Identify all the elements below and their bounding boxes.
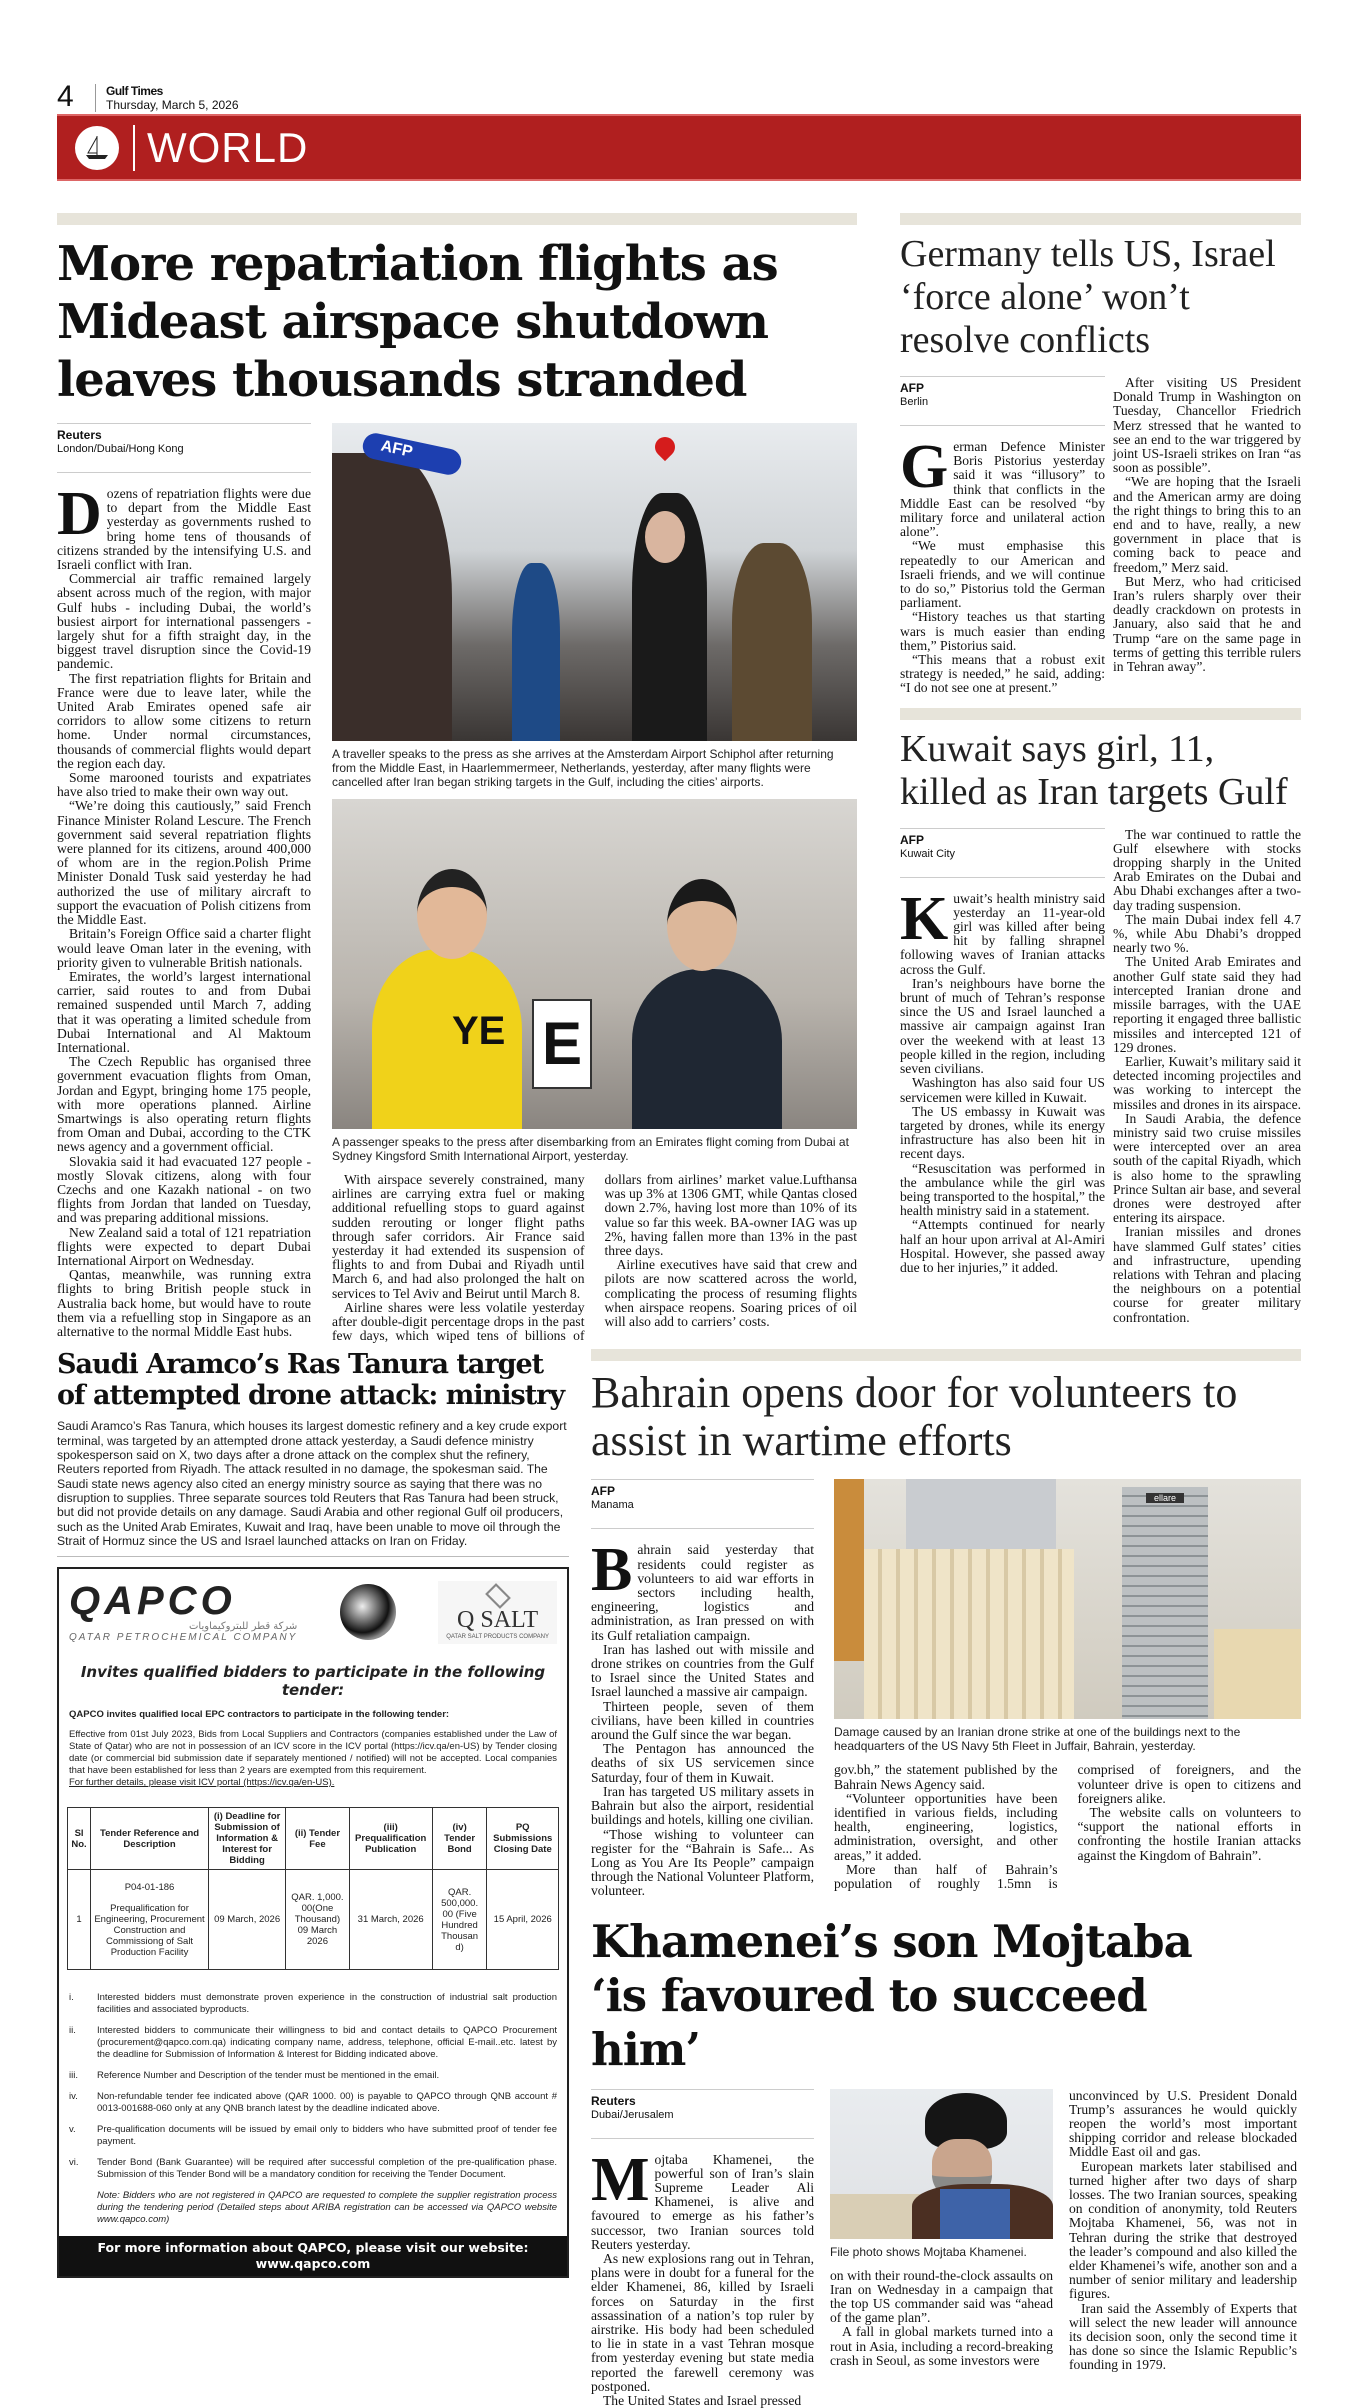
col-header: PQ Submissions Closing Date [487,1808,559,1870]
paragraph: Bahrain said yesterday that residents could register as volunteers to aid war efforts in sectors including health, engineering, logistics and administration, as Iran pressed on with its Gulf retaliation campaign. [591,1536,814,1643]
cell-deadline: 09 March, 2026 [208,1870,285,1970]
paragraph: “History teaches us that starting wars is much easier than ending them,” Pistorius said. [900,609,1105,653]
condition-item [69,2070,557,2082]
agency: AFP [591,1484,615,1499]
paragraph: “Attempts continued for nearly half an hour upon arrival at Al-Amiri Hospital. However, she passed away due to her injuries,” it added. [900,1217,1105,1275]
paragraph: Washington has also said four US servicemen were killed in Kuwait. [900,1075,1105,1105]
paragraph: The war continued to rattle the Gulf elsewhere with stocks dropping sharply in the United Arab Emirates on the Dubai and Abu Dhabi exchanges after a two-day trading suspension. [1113,826,1301,913]
qsalt-mark-icon [485,1583,511,1609]
qsalt-logo-text: Q SALT [457,1606,539,1633]
col-header: Sl No. [68,1808,91,1870]
table-header-row [68,1808,559,1870]
paragraph: Dozens of repatriation flights were due to depart from the Middle East yesterday as governments rushed to bring home tens of thousands of citizens stranded by the intensifying U.S. and Israeli conflict with Iran. [57,480,311,573]
col-header: (i) Deadline for Submission of Information & Interest for Bidding [208,1808,285,1870]
paragraph: Earlier, Kuwait’s military said it detected incoming projectiles and was working to intercept the missiles and drones in its airspace. [1113,1053,1302,1112]
condition-item [69,1992,557,2016]
paragraph: A fall in global markets turned into a rout in Asia, including a record-breaking crash in Seoul, as some investors were [830,2324,1053,2368]
paragraph: “We’re doing this cautiously,” said French Finance Minister Roland Lescure. The French government said several repatriation flights were planned for its citizens, around 400,000 of whom are in the region.Polish Prime Minister Donald Tusk said yesterday he had authorized the use of military aircraft to support the evacuation of Polish citizens from the Middle East. [57,798,311,928]
article-body [591,1536,814,1899]
paragraph: Iran’s neighbours have borne the brunt of much of Tehran’s response since the US and Israel launched a massive air campaign against Iran over the weekend with at least 13 people killed in the region, including seven civilians. [900,975,1105,1077]
qapco-logo-text: QAPCO [69,1579,236,1624]
paragraph: As new explosions rang out in Tehran, plans were in doubt for a funeral for the elder Khamenei, 86, killed by Israeli forces on Saturday in the first assassination of a nation’s top ruler by airstrike. His body had been scheduled to lie in state in a vast Tehran mosque from yesterday evening but state media reported the farewell ceremony was postponed. [591,2250,814,2394]
afp-microphone: AFP [360,431,463,477]
dateline: Kuwait City [900,847,956,860]
paragraph: The United States and Israel pressed [603,2392,802,2408]
byline [57,423,311,473]
headline-kuwait: Kuwait says girl, 11, killed as Iran targets Gulf [900,727,1288,813]
paragraph: The main Dubai index fell 4.7 %, while Abu Dhabi’s dropped nearly two %. [1113,911,1301,956]
qapco-logo [69,1581,297,1643]
item-text: Non-refundable tender fee indicated above (QAR 1000. 00) is payable to QAPCO through QNB account # 0013-001688-060 only at any QNB branch latest by the deadline indicated above. [97,2091,557,2115]
col-header: (ii) Tender Fee [286,1808,349,1870]
dateline: London/Dubai/Hong Kong [57,443,184,455]
brief-body: Saudi Aramco’s Ras Tanura, which houses its largest domestic refinery and a key crude export terminal, was targeted by an attempted drone attack yesterday, a Saudi defence ministry spokesperson said on X, two days after a drone attack on the complex shut the refinery, Reuters reported from Riyadh. The attack resulted in no damage, the spokesman said. The Saudi state news agency also cited an energy ministry source as saying that there was no disruption to supplies. Three separate sources told Reuters that Ras Tanura had been struck, but did not provide details on any damage. Saudi Arabia and other regional Gulf oil producers, such as the United Arab Emirates, Kuwait and Iraq, have been unable to move oil through the Strait of Hormuz since the US and Israel launched attacks on Iran on Friday. [57,1419,567,1548]
photo-sign: ellare [1146,1493,1184,1503]
item-number: vi. [69,2157,79,2169]
photo-tower [906,1479,1056,1559]
divider [591,1349,1301,1361]
headline-repatriation: More repatriation flights as Mideast airspace shutdown leaves thousands stranded [57,236,778,408]
col-header: (iv) Tender Bond [432,1808,487,1870]
paragraph: Thirteen people, seven of them civilians, have been killed in countries around the Gulf since the war began. [591,1698,814,1743]
paragraph: Airline executives have said that crew and pilots are now scattered across the world, complicating the process of resuming flights when airspace reopens. Soaring prices of oil will also add to carriers’ costs. [604,1257,857,1330]
paragraph: Commercial air traffic remained largely absent across much of the region, with major Gulf hubs - including Dubai, the world’s busiest airport for international passengers - largely shut for a fifth straight day, in the biggest travel disruption since the Covid-19 pandemic. [57,571,311,672]
dateline: Dubai/Jerusalem [591,2108,674,2121]
photo-face [645,511,685,563]
paragraph: “Those wishing to volunteer can register for the “Bahrain is Safe... As Long as You Are Its People” campaign through the National Volunteer Platform, volunteer. [591,1826,814,1899]
cell-sl: 1 [68,1870,91,1970]
right-column-bottom [591,1349,1301,2408]
headline-khamenei: Khamenei’s son Mojtaba ‘is favoured to succeed him’ [591,1914,1192,2076]
photo-mojtaba-khamenei [830,2089,1053,2239]
dateline: Manama [591,1499,634,1512]
cell-publication: 31 March, 2026 [349,1870,432,1970]
headline-saudi-aramco: Saudi Aramco’s Ras Tanura target of attempted drone attack: ministry [57,1349,565,1412]
paragraph: The US embassy in Kuwait was targeted by drones, while its energy infrastructure has also been hit in recent days. [900,1103,1105,1162]
condition-item [69,2124,557,2148]
paragraph: The website calls on volunteers to “support the national efforts in confronting the hostile Iranian attacks against the Kingdom of Bahrain”. [1077,1805,1301,1863]
paragraph: But Merz, who had criticised Iran’s rulers sharply over their deadly crackdown on protests in January, also said that he and Trump “are on the same page in terms of getting this terrible rulers in Tehran away”. [1113,573,1301,675]
paragraph: gov.bh,” the statement published by the Bahrain News Agency said. [834,1762,1058,1792]
paragraph: Qantas, meanwhile, was running extra flights to bring British people stuck in Australia back home, but would have to route them via a refuelling stop in Singapore as an alternative to the normal Middle East hubs. [57,1267,311,1339]
paragraph: With airspace severely constrained, many airlines are carrying extra fuel or making additional refuelling stops to guard against sudden rerouting or longer flight paths through safer corridors. Air France said yesterday it had extended its suspension of flights to and from Dubai and Riyadh until March 6, and had also prolonged the halt on services to Tel Aviv and Beirut until March 8. [332,1172,585,1301]
paragraph: Iran said the Assembly of Experts that will select the new leader will announce its decision soon, only the second time it has done so since the Islamic Republic’s founding in 1979. [1069,2300,1297,2373]
dateline: Berlin [900,396,929,408]
col-header: Tender Reference and Description [91,1808,209,1870]
headline-germany: Germany tells US, Israel ‘force alone’ won’t resolve conflicts [900,233,1276,361]
paragraph: Airline shares were less volatile yesterday after double-digit percentage drops in the past few days, which wiped tens of billions of dollars from airlines’ market value.Lufthansa was up 3% at 1306 GMT, while Qantas closed down 2.7%, having lost more than 10% of its value so far this week. BA-owner IAG was up 2%, having fallen more than 13% in the past three days. [332,1172,857,1344]
photo-sydney [332,799,857,1129]
paragraph: The Pentagon has announced the deaths of six US servicemen since Saturday, four of them in Kuwait. [591,1741,814,1785]
photo-bahrain-damage [834,1479,1301,1719]
byline [591,2089,814,2139]
paper-name: Gulf Times [106,84,163,98]
photo-face [417,869,487,959]
item-text: Interested bidders to communicate their willingness to bid and contact details to QAPCO Procurement (procurement@qapco.com.qa) indicating company name, address, telephone, official E-mail..etc. latest by the deadline for Submission of Information & Interest for Bidding indicated above. [97,2025,557,2061]
col-header: (iii) Prequalification Publication [349,1808,432,1870]
condition-item [69,2157,557,2181]
ad-note: Note: Bidders who are not registered in QAPCO are requested to complete the supplier registration process during the tendering period (Detailed steps about ARIBA registration can be accessed via QAPCO website www.qapco.com) [97,2190,557,2226]
issue-date: Thursday, March 5, 2026 [106,98,239,112]
item-text: Interested bidders must demonstrate proven experience in the construction of industrial salt production facilities and associated byproducts. [97,1992,557,2016]
tender-ref: P04-01-186 [124,1881,175,1893]
paragraph: “Resuscitation was performed in the ambulance while the girl was being transported to the hospital,” the health ministry said in a statement. [900,1160,1105,1219]
photo-caption: Damage caused by an Iranian drone strike at one of the buildings next to the headquarters of the US Navy 5th Fleet in Juffair, Bahrain, yesterday. [834,1725,1241,1754]
heart-balloon [651,433,679,461]
qsalt-logo [438,1581,557,1644]
agency: Reuters [591,2093,636,2108]
condition-item [69,2025,557,2061]
agency: AFP [900,832,924,847]
photo-building [864,1549,1074,1719]
paragraph: Iranian missiles and drones have slammed Gulf states’ cities and infrastructure, upending relations with Tehran and placing the neighbours on a potential course for greater military confrontation. [1113,1224,1301,1325]
article-body-continued [1069,2089,1297,2373]
item-number: iv. [69,2091,78,2103]
qapco-logo-sub: QATAR PETROCHEMICAL COMPANY [69,1632,298,1644]
photo-schiphol [332,423,857,741]
headline-bahrain: Bahrain opens door for volunteers to assist in wartime efforts [591,1368,1238,1466]
paragraph: Kuwait’s health ministry said yesterday an 11-year-old girl was killed after being hit by falling shrapnel following waves of Iranian attacks across the Gulf. [900,884,1105,977]
paragraph: “We are hoping that the Israeli and the American army are doing the right things to bring this to an end and to have, really, a new government in place that is coming back to peace and freedom,” Merz said. [1113,474,1301,575]
paragraph: The Czech Republic has organised three government evacuation flights from Oman, Jordan and Egypt, bringing home 175 people, with more operations planned. Airline Smartwings is also operating return flights from Oman and Dubai, according to the CTK news agency and a government official. [57,1054,311,1155]
paragraph: New Zealand said a total of 121 repatriation flights were expected to depart Dubai International Airport on Wednesday. [57,1224,311,1268]
agency: AFP [900,381,924,395]
article-body [57,480,311,1339]
qapco-sphere-icon [340,1584,396,1640]
divider [900,708,1301,720]
item-number: i. [69,1992,74,2004]
paragraph: Some marooned tourists and expatriates have also tried to make their own way out. [57,770,311,800]
article-body-continued [830,2269,1053,2368]
paragraph: Iran has lashed out with missile and drone strikes on countries from the Gulf to Israel since the United States and Israel launched a massive air campaign. [591,1641,814,1700]
photo-figure [332,453,452,741]
bottom-band [57,1349,1301,2408]
qapco-tender-ad [57,1567,569,2278]
photo-caption: A passenger speaks to the press after disembarking from an Emirates flight coming from Dubai at Sydney Kingsford Smith International Airport, yesterday. [332,1135,849,1163]
paragraph: “This means that a robust exit strategy is needed,” he said, adding: “I do not see one at present.” [900,652,1105,696]
item-number: iii. [69,2070,78,2082]
byline [900,376,1105,426]
photo-caption: A traveller speaks to the press as she arrives at the Amsterdam Airport Schiphol after returning from the Middle East, in Haarlemmermeer, Netherlands, yesterday, after many flights were cancelled after Iran began striking targets in the Gulf, including the cities’ airports. [332,747,834,789]
cell-bond: QAR. 500,000. 00 (Five Hundred Thousan d) [432,1870,487,1970]
ad-invite: Invites qualified bidders to participate in the following tender: [80,1663,546,1700]
tender-desc: Prequalification for Engineering, Procurement Construction and Commissiong of Salt Production Facility [94,1902,205,1958]
paragraph: After visiting US President Donald Trump in Washington on Tuesday, Chancellor Friedrich Merz stressed that he wanted to see an end to the war triggered by joint US-Israeli strikes on Iran “as soon as possible”. [1113,375,1301,476]
paragraph: Emirates, the world’s largest international carrier, said routes to and from Dubai remained suspended until March 7, adding that it was operating a limited schedule from Dubai International and Al Maktoum International. [57,968,311,1055]
paragraph: Slovakia said it had evacuated 127 people - mostly Slovak citizens, along with four Czechs and one Kazakh national - on two flights from Jordan that landed on Tuesday, and was preparing additional missions. [57,1153,311,1226]
article-body-continued [1113,376,1301,674]
photo-figure [632,969,782,1129]
ad-intro: QAPCO invites qualified local EPC contractors to participate in the following tender: [69,1709,450,1721]
icv-portal-link[interactable]: For further details, please visit ICV portal (https://icv.qa/en-US). [69,1777,335,1789]
article-body-continued [834,1763,1301,1891]
page-number: 4 [57,80,74,113]
tender-table [67,1807,559,1970]
paragraph: German Defence Minister Boris Pistorius yesterday said it was “illusory” to think that conflicts in the Middle East can be resolved “by military force and unilateral action alone”. [900,433,1105,540]
article-body-continued [332,1173,857,1343]
article-body [591,2145,814,2408]
cell-reference [91,1870,209,1970]
top-band [57,213,1301,1343]
photo-face [667,879,737,971]
photo-yellow-hoodie: YE [372,949,522,1129]
photo-tower [1122,1487,1208,1719]
paragraph: In Saudi Arabia, the defence ministry said two cruise missiles were intercepted over an area south of the capital Riyadh, which is also home to the sprawling Prince Sultan air base, and several drones were destroyed after entering its airspace. [1113,1110,1301,1226]
item-text: Reference Number and Description of the tender must be mentioned in the email. [97,2070,440,2082]
section-banner [57,114,1301,181]
article-body [900,884,1105,1275]
photo-caption: File photo shows Mojtaba Khamenei. [830,2244,1027,2259]
photo-robe-blue [940,2189,1010,2239]
ad-footer-link[interactable]: For more information about QAPCO, please visit our website: www.qapco.com [59,2236,567,2276]
condition-item [69,2091,557,2115]
agency: Reuters [57,428,102,442]
byline [591,1479,814,1529]
cell-closing: 15 April, 2026 [487,1870,559,1970]
divider [57,213,857,225]
divider [57,1556,569,1557]
paragraph: The first repatriation flights for Britain and France were due to leave later, while the United Arab Emirates opened safe air corridors to allow some citizens to return home. Under normal circumstances, thousands of commercial flights would depart the region each day. [57,670,311,771]
photo-building [834,1479,864,1661]
paragraph: Mojtaba Khamenei, the powerful son of Iran’s slain Supreme Leader Ali Khamenei, is alive and favoured to emerge as his father’s successor, two Iranian sources told Reuters yesterday. [591,2145,814,2252]
section-title: WORLD [133,125,308,171]
photo-figure [512,563,560,741]
paragraph: on with their round-the-clock assaults on Iran on Wednesday in a campaign that the top US commander said was “ahead of the game plan”. [830,2267,1053,2326]
qapco-logo-arabic: شركة قطر للبتروكيماويات [189,1621,298,1633]
photo-building [1214,1629,1301,1719]
paragraph: unconvinced by U.S. President Donald Trump’s assurances he would quickly reopen the world’s most important shipping corridor and release blockaded Middle East oil and gas. [1069,2087,1297,2160]
paragraph: “Volunteer opportunities have been identified in various fields, including health, engineering, logistics, administration, oversight, and other areas,” it added. [834,1790,1058,1863]
right-column [900,213,1301,1325]
item-number: v. [69,2124,76,2136]
dhow-logo-icon [75,126,119,170]
paragraph: The United Arab Emirates and another Gulf state said they had intercepted Iranian drone and missile barrages, with the UAE reporting it engaged three ballistic missiles and intercepted 121 of 129 drones. [1113,954,1301,1055]
item-text: Tender Bond (Bank Guarantee) will be required after successful completion of the pre-qualification phase. Submission of this Tender Bond will be a mandatory condition for receiving the Tender Document. [97,2157,557,2181]
paragraph: “We must emphasise this repeatedly to our American and Israeli friends, and we will continue to do so,” Pistorius told the German parliament. [900,538,1105,611]
cell-fee: QAR. 1,000. 00(One Thousand) 09 March 2026 [286,1870,349,1970]
paragraph: More than half of Bahrain’s population of roughly 1.5mn is comprised of foreigners, and the volunteer drive is open to citizens and foreigners alike. [834,1762,1301,1892]
photo-sofa [830,2194,925,2239]
qsalt-logo-sub: QATAR SALT PRODUCTS COMPANY [446,1633,549,1640]
ad-conditions [59,1970,567,2181]
paragraph: Iran has targeted US military assets in Bahrain but also the airport, residential buildings and hotels, killing one civilian. [591,1783,814,1828]
paragraph: Britain’s Foreign Office said a charter flight would leave Oman later in the evening, with priority given to vulnerable British nationals. [57,926,311,970]
divider [900,213,1301,225]
photo-figure [732,543,812,741]
table-row [68,1870,559,1970]
byline [900,828,1105,878]
story-repatriation [57,213,857,1343]
article-body [900,433,1105,696]
masthead [95,84,239,112]
ad-icv-text: Effective from 01st July 2023, Bids from Local Suppliers and Contractors (companies established under the Law of State of Qatar) who are not in possession of an ICV score in the ICV portal (https://icv.qa/en-US) by Tender closing date (or commercial bid submission date if separately mentioned / notified) will not be accepted. Local companies that have been established for less than 2 years are exempted from this requirement. [69,1729,557,1777]
paragraph: European markets later stabilised and turned higher after two days of sharp losses. The two Iranian sources, speaking on condition of anonymity, told Reuters Mojtaba Khamenei, 56, was not in Tehran during the strike that destroyed the leader’s compound and also killed the elder Khamenei’s wife, another son and a number of senior military and leadership figures. [1069,2158,1297,2302]
article-body-continued [1113,828,1301,1325]
photo-sign: E [532,999,592,1089]
left-column-bottom [57,1349,569,2278]
item-text: Pre-qualification documents will be issued by email only to bidders who have submitted proof of tender fee payment. [97,2124,557,2148]
item-number: ii. [69,2025,76,2037]
